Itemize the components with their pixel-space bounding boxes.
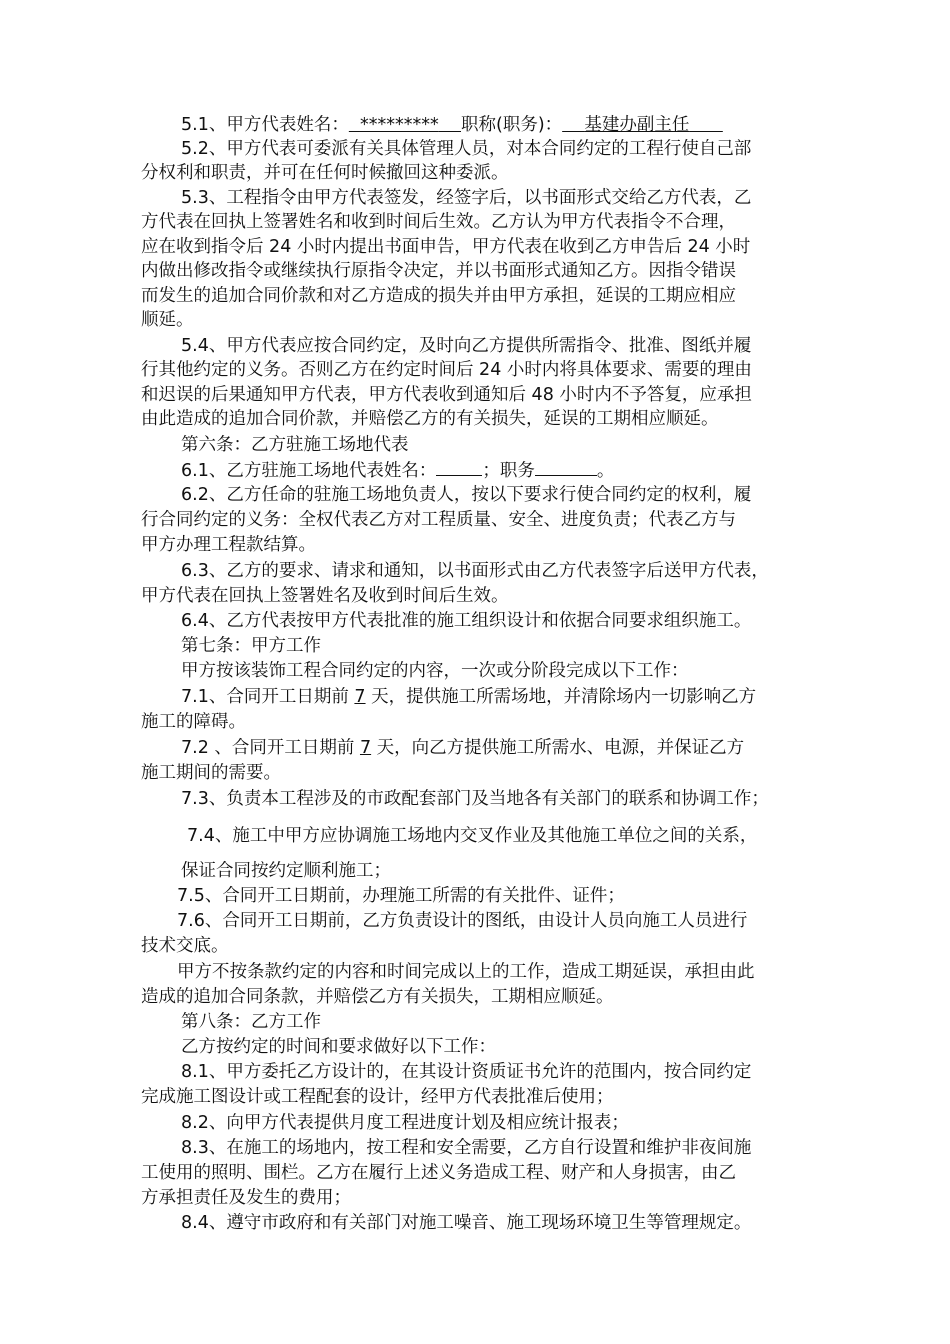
representative-title-field (562, 115, 723, 135)
clause-8-4: 8.4、遵守市政府和有关部门对施工噪音、施工现场环境卫生等管理规定。 (181, 1213, 752, 1233)
clause-8-1-line-1: 8.1、甲方委托乙方设计的，在其设计资质证书允许的范围内，按合同约定 (181, 1062, 752, 1082)
clause-7-1-part-a: 7.1、合同开工日期前 (181, 687, 355, 707)
article-8-heading: 第八条：乙方工作 (181, 1012, 321, 1032)
clause-7-4-line-2: 保证合同按约定顺利施工； (181, 861, 391, 881)
clause-6-1-label: 6.1、乙方驻施工场地代表姓名： (181, 461, 437, 481)
clause-6-1-end: 。 (596, 461, 615, 481)
clause-7-3: 7.3、负责本工程涉及的市政配套部门及当地各有关部门的联系和协调工作； (181, 789, 769, 809)
clause-6-2-line-3: 甲方办理工程款结算。 (141, 535, 316, 555)
article-6-heading: 第六条：乙方驻施工场地代表 (181, 435, 409, 455)
clause-5-1-label: 5.1、甲方代表姓名： (181, 115, 349, 135)
clause-5-1 (181, 113, 723, 137)
clause-6-1 (181, 458, 614, 483)
clause-7-6-line-1: 7.6、合同开工日期前，乙方负责设计的图纸，由设计人员向施工人员进行 (177, 911, 748, 931)
clause-5-2-line-1: 5.2、甲方代表可委派有关具体管理人员，对本合同约定的工程行使自己部 (181, 139, 752, 159)
clause-5-2-line-2: 分权利和职责，并可在任何时候撤回这种委派。 (141, 163, 509, 183)
article-7-penalty-line-1: 甲方不按条款约定的内容和时间完成以上的工作，造成工期延误，承担由此 (177, 962, 755, 982)
clause-7-2-line-1 (181, 736, 744, 760)
clause-7-1-part-b: 天，提供施工所需场地，并清除场内一切影响乙方 (365, 687, 757, 707)
clause-5-4-line-2: 行其他约定的义务。否则乙方在约定时间后 24 小时内将具体要求、需要的理由 (141, 360, 752, 380)
representative-title-value: 基建办副主任 (584, 115, 690, 135)
position-label: ；职务 (482, 461, 535, 481)
clause-8-3-line-1: 8.3、在施工的场地内，按工程和安全需要，乙方自行设置和维护非夜间施 (181, 1138, 752, 1158)
clause-8-3-line-2: 工使用的照明、围栏。乙方在履行上述义务造成工程、财产和人身损害，由乙 (141, 1163, 736, 1183)
clause-6-3-line-1: 6.3、乙方的要求、请求和通知，以书面形式由乙方代表签字后送甲方代表， (181, 561, 769, 581)
clause-7-5: 7.5、合同开工日期前，办理施工所需的有关批件、证件； (177, 886, 625, 906)
contractor-name-blank (436, 458, 482, 476)
clause-5-4-line-1: 5.4、甲方代表应按合同约定，及时向乙方提供所需指令、批准、图纸并履 (181, 336, 752, 356)
clause-7-6-line-2: 技术交底。 (141, 936, 229, 956)
clause-7-1-days: 7 (354, 687, 366, 707)
clause-7-2-part-b: 天，向乙方提供施工所需水、电源，并保证乙方 (371, 738, 745, 758)
clause-5-3-line-5: 而发生的追加合同价款和对乙方造成的损失并由甲方承担，延误的工期应相应 (141, 286, 736, 306)
clause-8-2: 8.2、向甲方代表提供月度工程进度计划及相应统计报表； (181, 1113, 629, 1133)
clause-6-2-line-1: 6.2、乙方任命的驻施工场地负责人，按以下要求行使合同约定的权利，履 (181, 485, 752, 505)
clause-6-3-line-2: 甲方代表在回执上签署姓名及收到时间后生效。 (141, 586, 509, 606)
clause-6-4: 6.4、乙方代表按甲方代表批准的施工组织设计和依据合同要求组织施工。 (181, 611, 752, 631)
clause-7-1-line-1 (181, 685, 756, 709)
clause-7-2-line-2: 施工期间的需要。 (141, 763, 281, 783)
contractor-position-blank (535, 458, 597, 476)
clause-7-1-line-2: 施工的障碍。 (141, 712, 246, 732)
clause-5-3-line-4: 内做出修改指令或继续执行原指令决定，并以书面形式通知乙方。因指令错误 (141, 261, 736, 281)
clause-5-3-line-3: 应在收到指令后 24 小时内提出书面申告，甲方代表在收到乙方申告后 24 小时 (141, 237, 751, 257)
article-7-heading: 第七条：甲方工作 (181, 636, 321, 656)
article-7-intro: 甲方按该装饰工程合同约定的内容，一次或分阶段完成以下工作： (181, 661, 689, 681)
clause-6-2-line-2: 行合同约定的义务：全权代表乙方对工程质量、安全、进度负责；代表乙方与 (141, 510, 736, 530)
clause-7-4-line-1: 7.4、施工中甲方应协调施工场地内交叉作业及其他施工单位之间的关系， (187, 826, 758, 846)
clause-5-4-line-3: 和迟误的后果通知甲方代表，甲方代表收到通知后 48 小时内不予答复，应承担 (141, 385, 752, 405)
clause-5-4-line-4: 由此造成的追加合同价款，并赔偿乙方的有关损失，延误的工期相应顺延。 (141, 409, 719, 429)
article-8-intro: 乙方按约定的时间和要求做好以下工作： (181, 1037, 496, 1057)
clause-5-3-line-2: 方代表在回执上签署姓名和收到时间后生效。乙方认为甲方代表指令不合理， (141, 212, 736, 232)
clause-7-2-days: 7 (359, 738, 372, 758)
clause-8-3-line-3: 方承担责任及发生的费用； (141, 1188, 351, 1208)
representative-name-field (349, 115, 461, 135)
title-label: 职称(职务)： (461, 115, 563, 135)
article-7-penalty-line-2: 造成的追加合同条款，并赔偿乙方有关损失，工期相应顺延。 (141, 987, 614, 1007)
clause-8-1-line-2: 完成施工图设计或工程配套的设计，经甲方代表批准后使用； (141, 1087, 614, 1107)
clause-5-3-line-1: 5.3、工程指令由甲方代表签发，经签字后，以书面形式交给乙方代表，乙 (181, 188, 752, 208)
representative-name-value: ********* (359, 115, 439, 135)
clause-7-2-part-a: 7.2 、合同开工日期前 (181, 738, 360, 758)
clause-5-3-line-6: 顺延。 (141, 310, 194, 330)
